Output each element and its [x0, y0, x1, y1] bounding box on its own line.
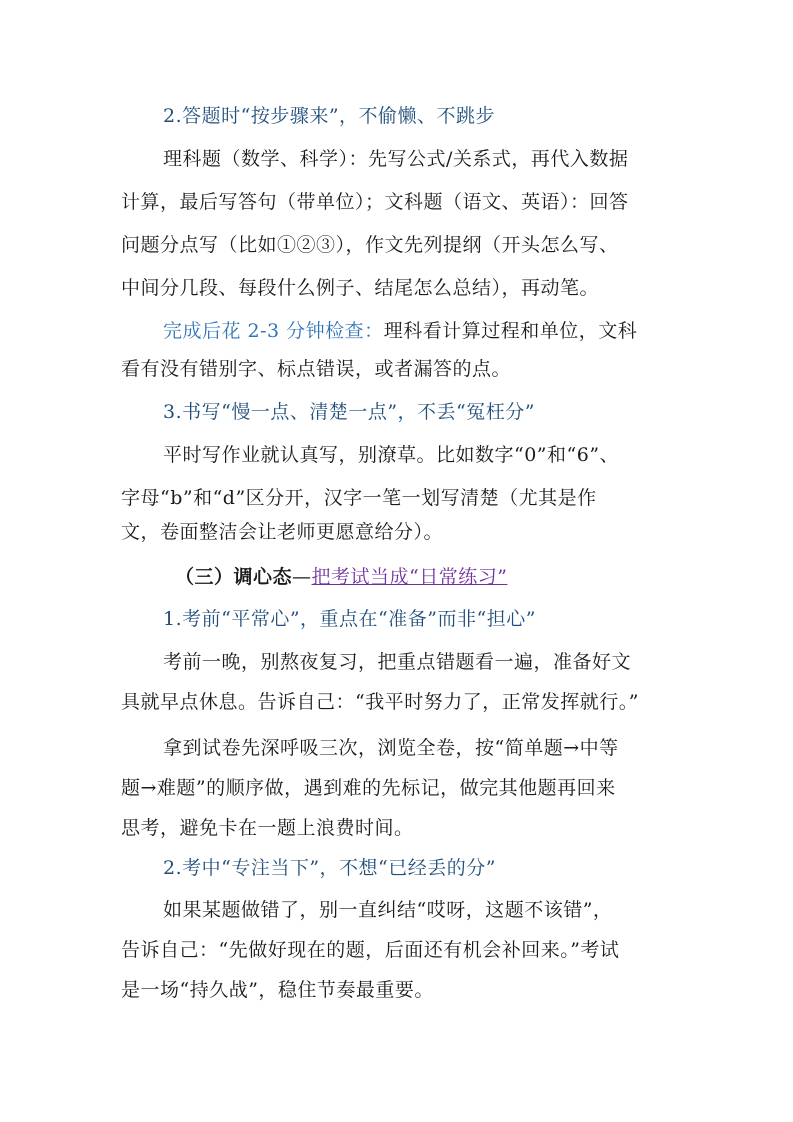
section-title: （三）调心态 [175, 566, 293, 588]
paragraph-line: 是一场“持久战”，稳住节奏最重要。 [121, 979, 434, 1001]
paragraph-line: 文，卷面整洁会让老师更愿意给分）。 [121, 521, 444, 543]
paragraph-line: 题→难题”的顺序做，遇到难的先标记，做完其他题再回来 [121, 777, 616, 799]
paragraph-line: 问题分点写（比如①②③），作文先列提纲（开头怎么写、 [121, 234, 619, 256]
section-link[interactable]: 把考试当成“日常练习” [311, 566, 508, 588]
heading-before-exam: 1.考前“平常心”，重点在“准备”而非“担心” [163, 608, 536, 630]
paragraph-line: 拿到试卷先深呼吸三次，浏览全卷，按“简单题→中等 [163, 737, 619, 759]
heading-step-by-step: 2.答题时“按步骤来”，不偷懒、不跳步 [163, 105, 496, 127]
heading-handwriting: 3.书写“慢一点、清楚一点”，不丢“冤枉分” [163, 401, 535, 423]
paragraph-line: 中间分几段、每段什么例子、结尾怎么总结），再动笔。 [121, 277, 600, 299]
paragraph-line: 思考，避免卡在一题上浪费时间。 [121, 817, 414, 839]
paragraph-line: 看有没有错别字、标点错误，或者漏答的点。 [121, 358, 512, 380]
paragraph-line: 平时写作业就认真写，别潦草。比如数字“0”和“6”、 [163, 444, 620, 466]
paragraph-line: 理科题（数学、科学）：先写公式/关系式，再代入数据 [163, 148, 629, 170]
heading-during-exam: 2.考中“专注当下”，不想“已经丢的分” [163, 857, 496, 879]
section-dash: — [292, 566, 312, 588]
check-time-highlight: 完成后花 2-3 分钟检查： [163, 320, 384, 342]
paragraph-line: 如果某题做错了，别一直纠结“哎呀，这题不该错”， [163, 899, 613, 921]
paragraph-line: 计算，最后写答句（带单位）；文科题（语文、英语）：回答 [121, 191, 629, 213]
check-time-rest: 理科看计算过程和单位，文科 [383, 320, 638, 342]
paragraph-line: 字母“b”和“d”区分开，汉字一笔一划写清楚（尤其是作 [121, 487, 597, 509]
paragraph-check-line [163, 319, 637, 343]
section-heading [175, 565, 507, 589]
paragraph-line: 考前一晚，别熬夜复习，把重点错题看一遍，准备好文 [163, 651, 632, 673]
paragraph-line: 具就早点休息。告诉自己：“我平时努力了，正常发挥就行。” [121, 691, 639, 713]
paragraph-line: 告诉自己：“先做好现在的题，后面还有机会补回来。”考试 [121, 939, 620, 961]
